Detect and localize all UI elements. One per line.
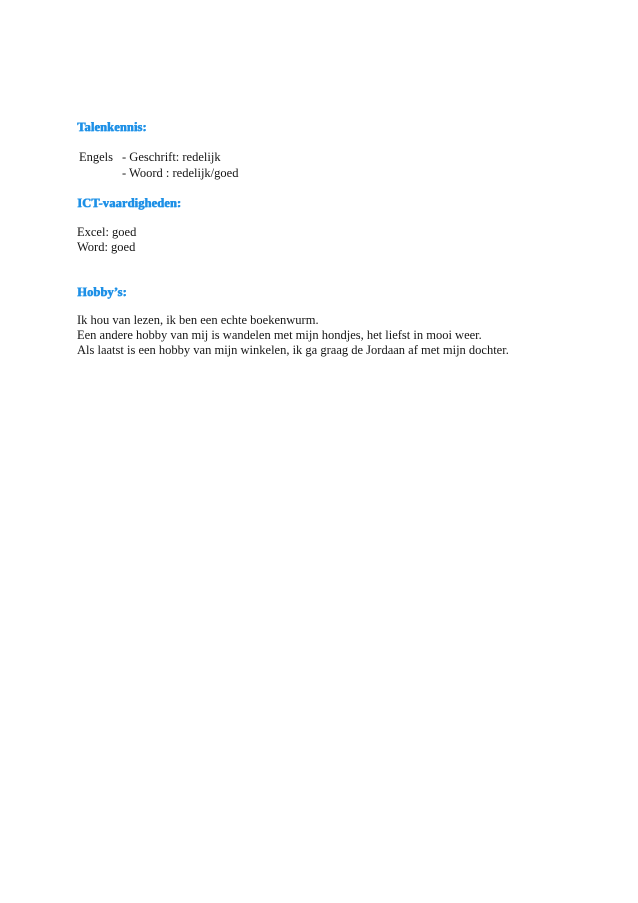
- language-name: Engels: [79, 150, 114, 164]
- hobbys-heading: Hobby’s:: [77, 285, 127, 299]
- hobby-paragraph-line-2: Een andere hobby van mij is wandelen met mijn hondjes, het liefst in mooi weer.: [77, 328, 482, 342]
- ict-excel-level: Excel: goed: [77, 225, 137, 239]
- language-written-level: - Geschrift: redelijk: [122, 150, 221, 164]
- ict-word-level: Word: goed: [77, 240, 136, 254]
- hobby-paragraph-line-1: Ik hou van lezen, ik ben een echte boekenwurm.: [77, 313, 319, 327]
- language-spoken-level: - Woord : redelijk/goed: [122, 166, 239, 180]
- ict-heading: ICT-vaardigheden:: [77, 196, 182, 210]
- hobby-paragraph-line-3: Als laatst is een hobby van mijn winkelen, ik ga graag de Jordaan af met mijn dochter.: [77, 343, 509, 357]
- talenkennis-heading: Talenkennis:: [77, 120, 147, 134]
